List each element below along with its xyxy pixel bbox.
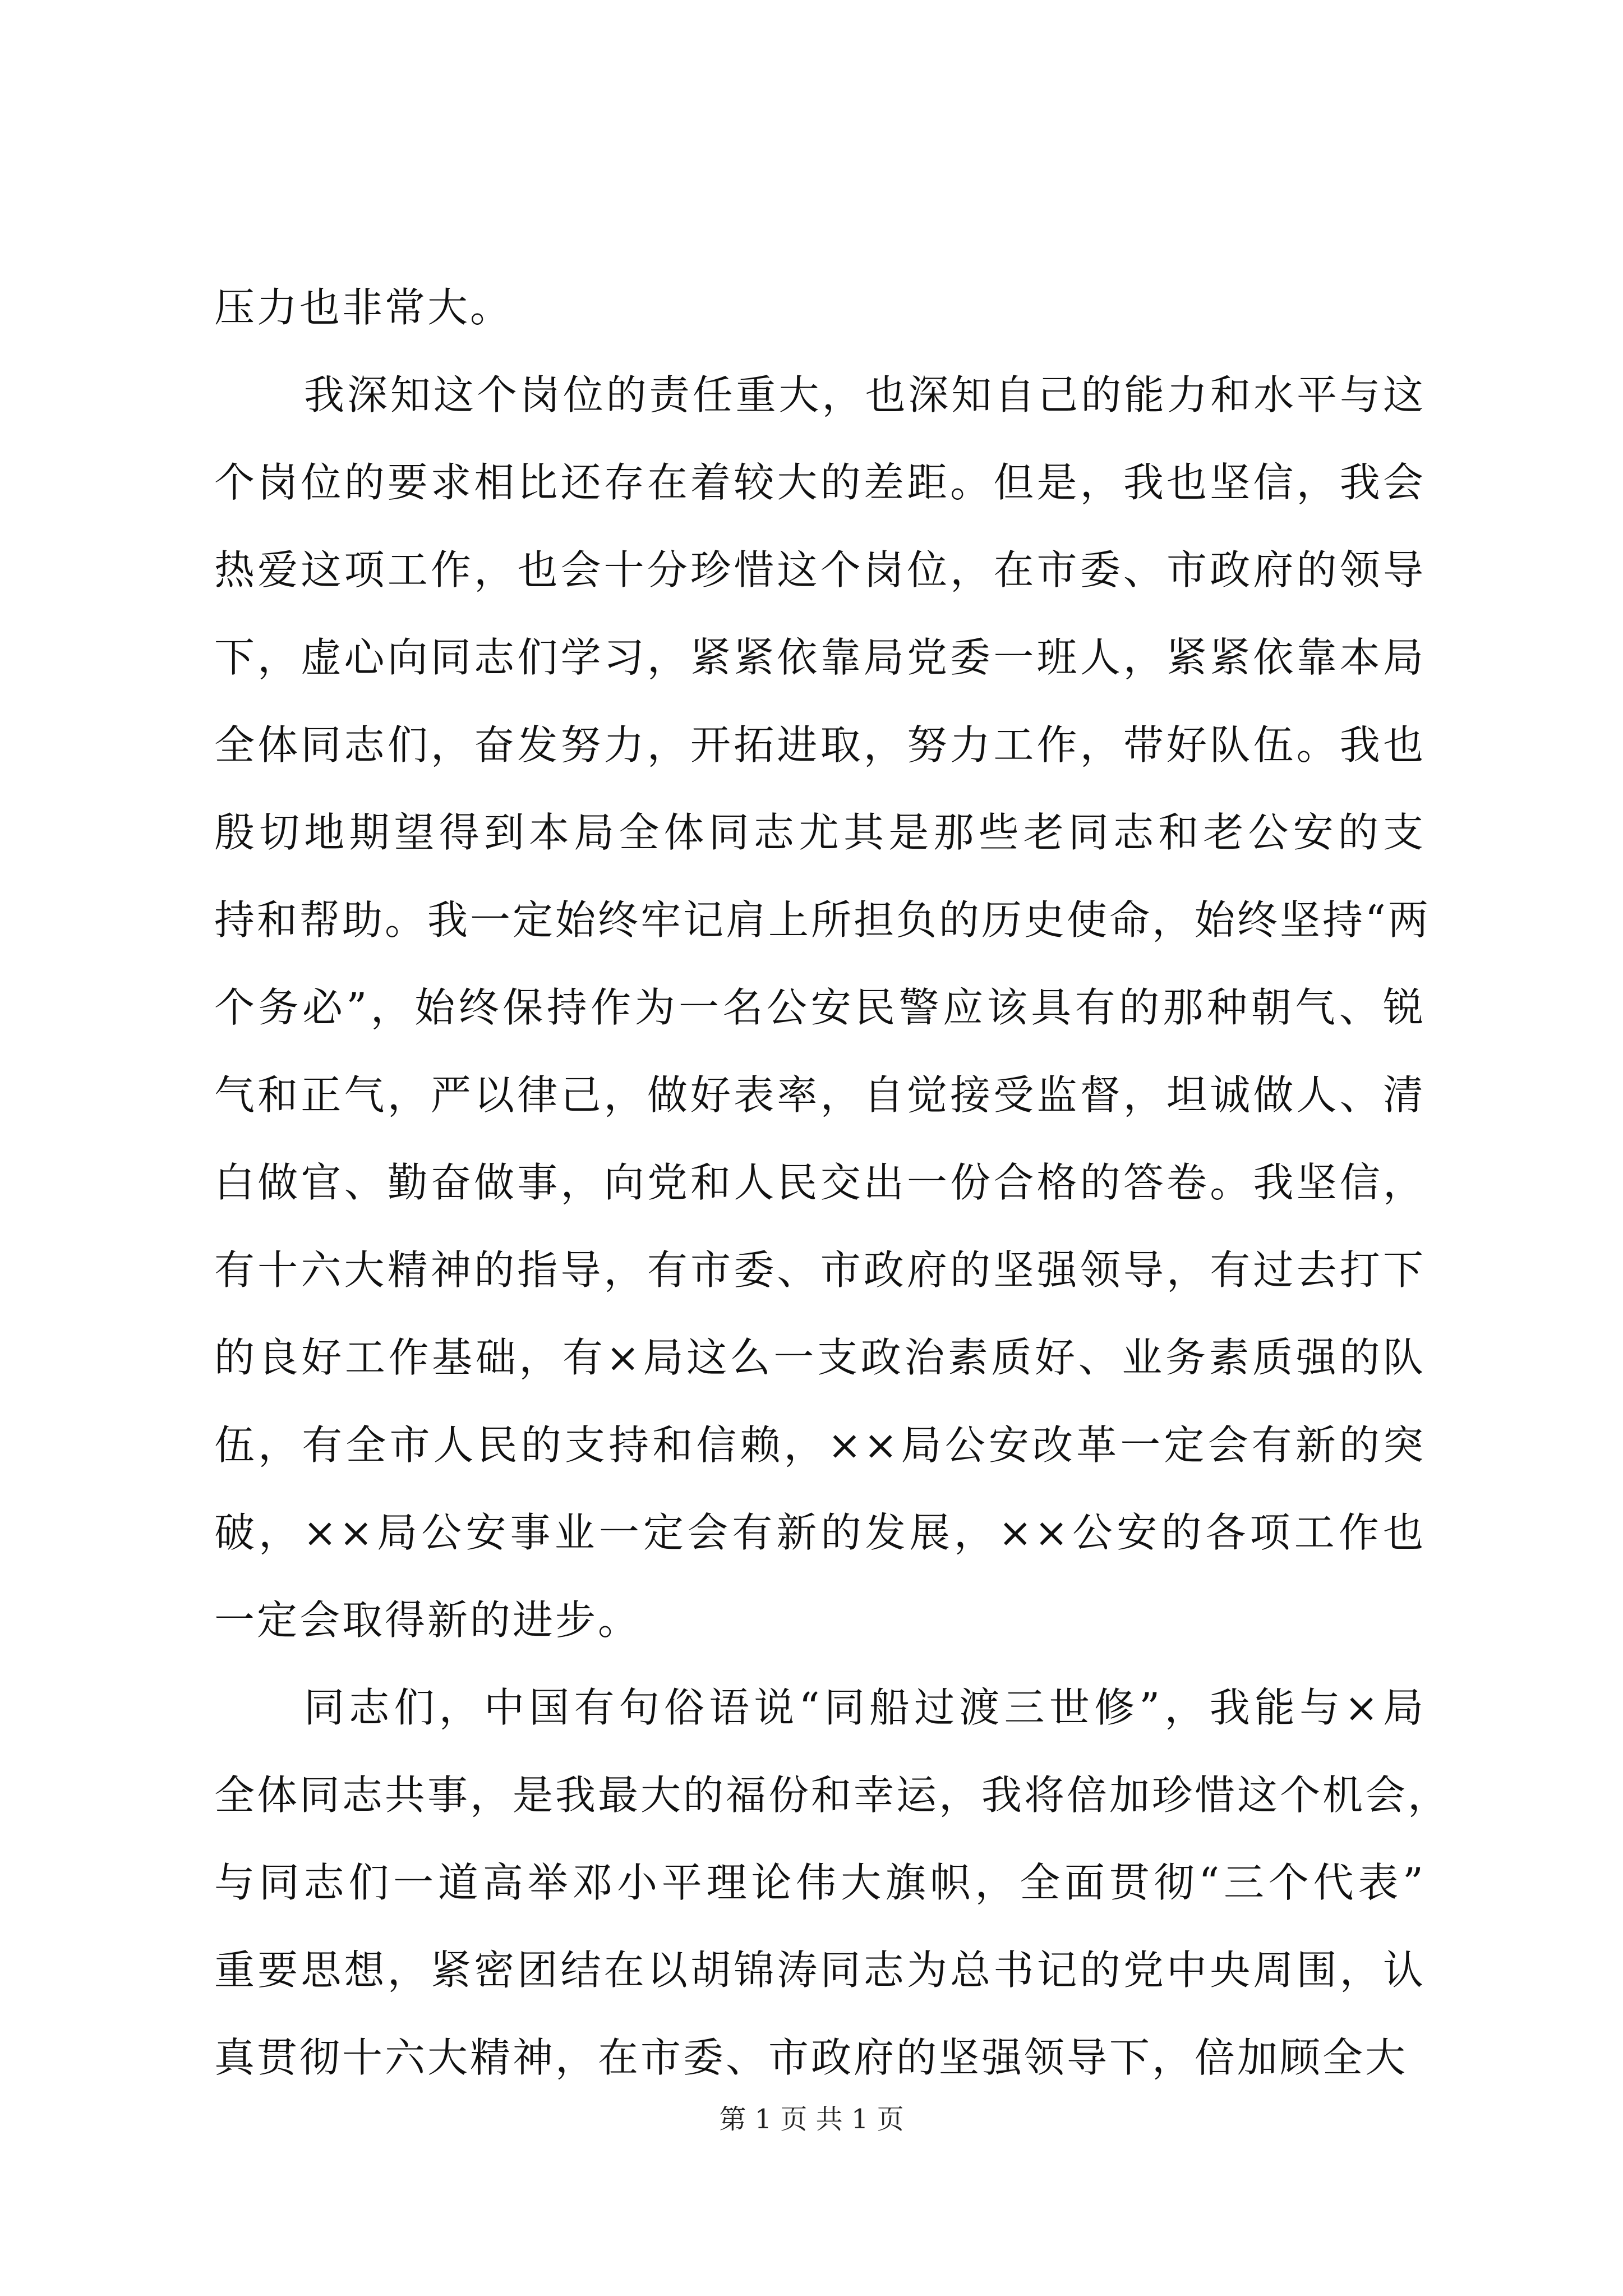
- paragraph-line: 个岗位的要求相比还存在着较大的差距。但是，我也坚信，我会: [214, 459, 1426, 506]
- paragraph-line: 与同志们一道高举邓小平理论伟大旗帜，全面贯彻“三个代表”: [214, 1859, 1426, 1906]
- paragraph-line: 气和正气，严以律己，做好表率，自觉接受监督，坦诚做人、清: [214, 1071, 1426, 1119]
- page-footer: 第 1 页 共 1 页: [719, 2104, 904, 2135]
- paragraph-line: 有十六大精神的指导，有市委、市政府的坚强领导，有过去打下: [214, 1246, 1426, 1294]
- paragraph-line: 压力也非常大。: [214, 284, 513, 331]
- paragraph-line: 伍，有全市人民的支持和信赖，××局公安改革一定会有新的突: [214, 1421, 1426, 1469]
- paragraph-line: 同志们，中国有句俗语说“同船过渡三世修”，我能与×局: [304, 1684, 1426, 1731]
- document-body: [214, 264, 1451, 2101]
- paragraph-line: 真贯彻十六大精神，在市委、市政府的坚强领导下，倍加顾全大: [214, 2034, 1408, 2081]
- paragraph-line: 破，××局公安事业一定会有新的发展，××公安的各项工作也: [214, 1509, 1426, 1556]
- paragraph-line: 下，虚心向同志们学习，紧紧依靠局党委一班人，紧紧依靠本局: [214, 634, 1426, 681]
- paragraph-line: 热爱这项工作，也会十分珍惜这个岗位，在市委、市政府的领导: [214, 546, 1426, 593]
- paragraph-line: 我深知这个岗位的责任重大，也深知自己的能力和水平与这: [304, 371, 1426, 418]
- paragraph-line: 个务必”，始终保持作为一名公安民警应该具有的那种朝气、锐: [214, 984, 1426, 1031]
- paragraph-line: 持和帮助。我一定始终牢记肩上所担负的历史使命，始终坚持“两: [214, 896, 1431, 944]
- paragraph-line: 一定会取得新的进步。: [214, 1596, 641, 1644]
- paragraph-line: 重要思想，紧密团结在以胡锦涛同志为总书记的党中央周围，认: [214, 1947, 1426, 1994]
- paragraph-line: 白做官、勤奋做事，向党和人民交出一份合格的答卷。我坚信，: [214, 1159, 1426, 1206]
- paragraph-line: 全体同志们，奋发努力，开拓进取，努力工作，带好队伍。我也: [214, 721, 1426, 769]
- paragraph-line: 的良好工作基础，有×局这么一支政治素质好、业务素质强的队: [214, 1334, 1426, 1381]
- paragraph-line: 殷切地期望得到本局全体同志尤其是那些老同志和老公安的支: [214, 809, 1426, 856]
- paragraph-line: 全体同志共事，是我最大的福份和幸运，我将倍加珍惜这个机会，: [214, 1772, 1451, 1819]
